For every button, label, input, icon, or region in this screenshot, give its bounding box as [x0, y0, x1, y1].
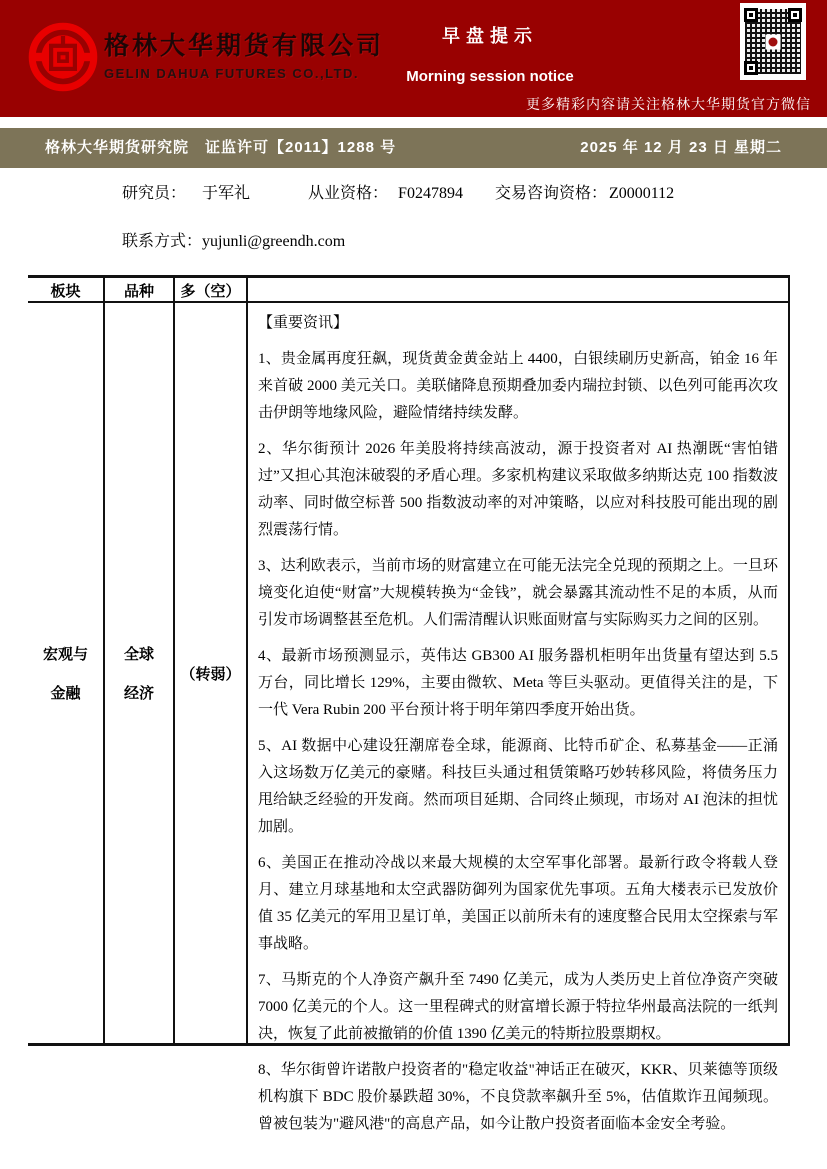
- institute-license-text: 格林大华期货研究院 证监许可【2011】1288 号: [45, 139, 397, 156]
- company-name-block: [104, 26, 384, 81]
- header-variety: 品种: [105, 278, 175, 301]
- qualification-number: F0247894: [398, 185, 463, 202]
- content-cell: [248, 303, 790, 1132]
- variety-line: 经济: [123, 685, 154, 702]
- wechat-qr-code: [740, 3, 806, 80]
- qr-center-logo-icon: [766, 34, 781, 49]
- news-paragraph: 1、贵金属再度狂飙，现货黄金黄金站上 4400，白银续刷历史新高，铂金 16 年来首破 2000 美元关口。美联储降息预期叠加委内瑞拉封锁、以色列可能再次攻击伊朗等地缘风险，避险情绪持续发酵。: [258, 351, 778, 421]
- contact-label: 联系方式：: [122, 233, 203, 250]
- qr-finder-icon: [788, 8, 802, 22]
- position-value: （转弱）: [180, 665, 241, 683]
- sector-line: 宏观与: [42, 646, 88, 663]
- contact-email: yujunli@greendh.com: [202, 233, 346, 250]
- report-title-block: [405, 22, 575, 85]
- position-cell: [175, 303, 248, 1043]
- license-date-bar: [0, 128, 827, 168]
- news-paragraph: 3、达利欧表示，当前市场的财富建立在可能无法完全兑现的预期之上。一旦环境变化迫使“财富”大规模转换为“金钱”，就会暴露其流动性不足的本质，从而引发市场调整甚至危机。人们需清醒认识账面财富与实际购买力之间的区别。: [258, 558, 778, 628]
- news-paragraph: 4、最新市场预测显示，英伟达 GB300 AI 服务器机柜明年出货量有望达到 5.5 万台，同比增长 129%，主要由微软、Meta 等巨头驱动。更值得关注的是，下一代 Vera Rubin 200 平台预计将于明年第四季度开始出货。: [258, 648, 778, 718]
- company-name-en: GELIN DAHUA FUTURES CO.,LTD.: [104, 66, 360, 81]
- notice-table: [28, 275, 790, 1132]
- qr-finder-icon: [744, 61, 758, 75]
- qr-finder-icon: [744, 8, 758, 22]
- wechat-follow-note: 更多精彩内容请关注格林大华期货官方微信: [526, 98, 811, 113]
- table-header-row: [28, 278, 790, 303]
- news-paragraph: 7、马斯克的个人净资产飙升至 7490 亿美元，成为人类历史上首位净资产突破 7000 亿美元的个人。这一里程碑式的财富增长源于特拉华州最高法院的一纸判决，恢复了此前被撤销的价值 1390 亿美元的特斯拉股票期权。: [258, 972, 778, 1042]
- table-row: [28, 303, 790, 1132]
- header-content: [248, 278, 790, 301]
- sector-line: 金融: [50, 685, 81, 702]
- news-paragraph: 5、AI 数据中心建设狂潮席卷全球，能源商、比特币矿企、私募基金——正涌入这场数万亿美元的豪赌。科技巨头通过租赁策略巧妙转移风险，将债务压力甩给缺乏经验的开发商。然而项目延期、合同终止频现，市场对 AI 泡沫的担忧加剧。: [258, 738, 778, 835]
- researcher-name: 于军礼: [202, 185, 251, 202]
- news-paragraph: 2、华尔街预计 2026 年美股将持续高波动，源于投资者对 AI 热潮既“害怕错过”又担心其泡沫破裂的矛盾心理。多家机构建议采取做多纳斯达克 100 指数波动率、同时做空标普 500 指数波动率的对冲策略，以应对科技股可能出现的剧烈震荡行情。: [258, 441, 778, 538]
- variety-line: 全球: [123, 646, 154, 663]
- report-title-en: Morning session notice: [406, 68, 574, 85]
- researcher-contact-line: [122, 228, 674, 251]
- advisory-qualification-number: Z0000112: [608, 185, 675, 202]
- masthead: [0, 0, 827, 117]
- header-sector: 板块: [28, 278, 105, 301]
- advisory-qualification-label: 交易咨询资格：: [494, 185, 607, 202]
- sector-cell: [28, 303, 105, 1043]
- variety-cell: [105, 303, 175, 1043]
- news-paragraph: 8、华尔街曾许诺散户投资者的"稳定收益"神话正在破灭，KKR、贝莱德等顶级机构旗下 BDC 股价暴跌超 30%，不良贷款率飙升至 5%，估值欺诈丑闻频现。曾被包装为"避风港"的高息产品，如今让散户投资者面临本金安全考验。: [258, 1062, 778, 1132]
- news-paragraph: 6、美国正在推动冷战以来最大规模的太空军事化部署。最新行政令将载人登月、建立月球基地和太空武器防御列为国家优先事项。五角大楼表示已发放价值 35 亿美元的军用卫星订单，美国正以前所未有的速度整合民用太空探索与军事战略。: [258, 855, 778, 952]
- company-name-cn: 格林大华期货有限公司: [104, 32, 385, 60]
- report-date: 2025 年 12 月 23 日 星期二: [580, 139, 782, 156]
- section-title: 【重要资讯】: [258, 315, 349, 331]
- company-logo-icon: [28, 22, 98, 92]
- qualification-label: 从业资格：: [308, 185, 389, 202]
- header-position: 多（空）: [175, 278, 248, 301]
- researcher-credentials-line: [122, 180, 674, 203]
- report-title-cn: 早盘提示: [442, 26, 538, 46]
- researcher-label: 研究员：: [122, 185, 187, 202]
- researcher-info: [122, 180, 674, 251]
